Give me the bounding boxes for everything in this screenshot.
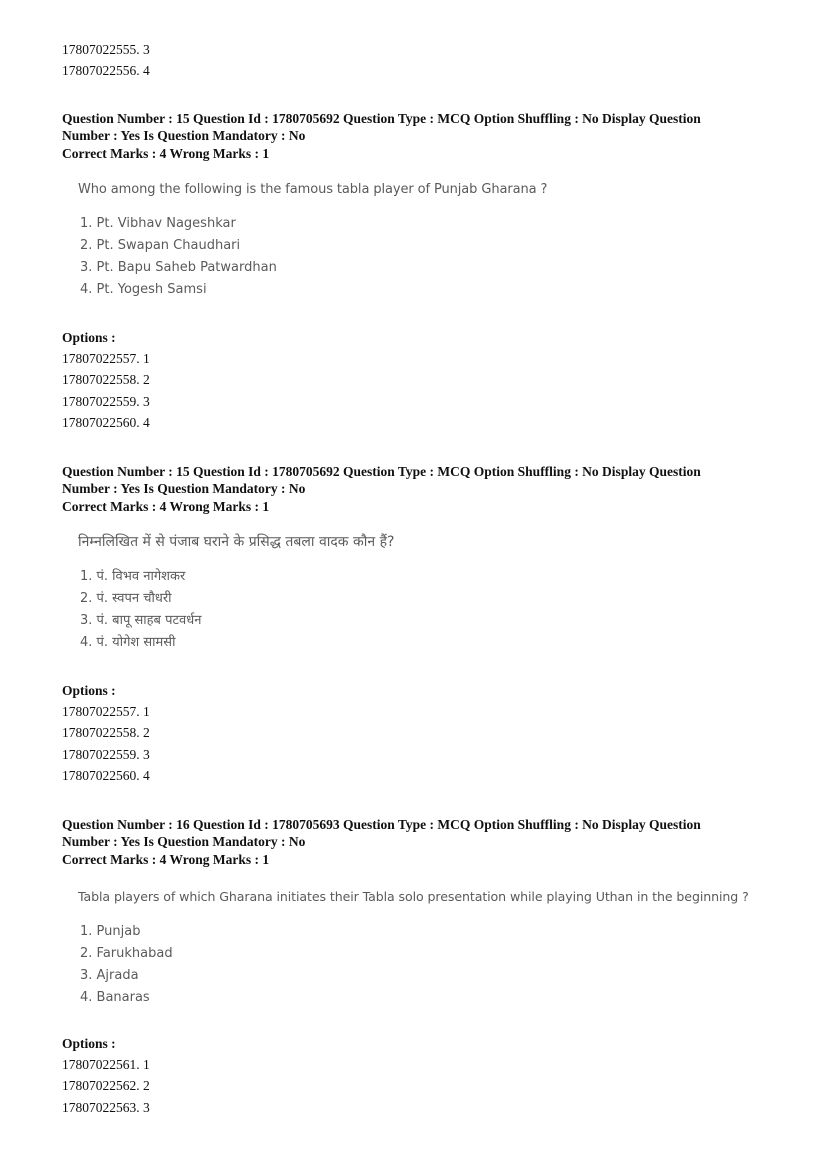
choice-item: 4. पं. योगेश सामसी — [80, 635, 176, 650]
question-image — [78, 533, 394, 654]
option-line: 17807022557. 1 — [62, 351, 150, 366]
question-header-line2: Number : Yes Is Question Mandatory : No — [62, 481, 306, 496]
choice-item: 2. पं. स्वपन चौधरी — [80, 591, 172, 606]
options-label: Options : — [62, 330, 116, 345]
options-label: Options : — [62, 683, 116, 698]
choice-item: 2. Pt. Swapan Chaudhari — [80, 238, 241, 253]
question-header-line1: Question Number : 16 Question Id : 1780705693 Question Type : MCQ Option Shuffling : No Display Question — [62, 817, 701, 832]
option-line: 17807022557. 1 — [62, 704, 150, 719]
question-header-line2: Number : Yes Is Question Mandatory : No — [62, 834, 306, 849]
choice-item: 3. Ajrada — [80, 968, 139, 983]
option-line: 17807022560. 4 — [62, 415, 150, 430]
option-line: 17807022559. 3 — [62, 394, 150, 409]
choice-item: 4. Banaras — [80, 990, 150, 1005]
question-image — [78, 888, 749, 1009]
question-text: निम्नलिखित में से पंजाब घराने के प्रसिद्ध तबला वादक कौन हैं? — [78, 534, 395, 550]
choice-item: 1. Punjab — [80, 924, 141, 939]
question-image — [78, 181, 547, 301]
option-line: 17807022562. 2 — [62, 1078, 150, 1093]
question-header-line2: Number : Yes Is Question Mandatory : No — [62, 128, 306, 143]
option-line: 17807022558. 2 — [62, 725, 150, 740]
choice-item: 3. Pt. Bapu Saheb Patwardhan — [80, 260, 277, 275]
option-line: 17807022559. 3 — [62, 747, 150, 762]
question-header — [62, 110, 762, 144]
choice-item: 2. Farukhabad — [80, 946, 173, 961]
choice-item: 1. पं. विभव नागेशकर — [80, 569, 186, 584]
option-line: 17807022560. 4 — [62, 768, 150, 783]
option-line: 17807022561. 1 — [62, 1057, 150, 1072]
marks-line: Correct Marks : 4 Wrong Marks : 1 — [62, 852, 270, 867]
marks-line: Correct Marks : 4 Wrong Marks : 1 — [62, 146, 270, 161]
question-text: Who among the following is the famous tabla player of Punjab Gharana ? — [78, 182, 548, 197]
question-header — [62, 463, 762, 497]
option-line: 17807022563. 3 — [62, 1100, 150, 1115]
question-header — [62, 816, 762, 850]
choice-item: 3. पं. बापू साहब पटवर्धन — [80, 613, 202, 628]
option-line: 17807022555. 3 — [62, 42, 150, 57]
options-label: Options : — [62, 1036, 116, 1051]
question-text: Tabla players of which Gharana initiates their Tabla solo presentation while playing Uthan in the beginning ? — [78, 889, 749, 904]
question-header-line1: Question Number : 15 Question Id : 1780705692 Question Type : MCQ Option Shuffling : No Display Question — [62, 111, 701, 126]
marks-line: Correct Marks : 4 Wrong Marks : 1 — [62, 499, 270, 514]
question-header-line1: Question Number : 15 Question Id : 1780705692 Question Type : MCQ Option Shuffling : No Display Question — [62, 464, 701, 479]
option-line: 17807022556. 4 — [62, 63, 150, 78]
choice-item: 1. Pt. Vibhav Nageshkar — [80, 216, 236, 231]
choice-item: 4. Pt. Yogesh Samsi — [80, 282, 207, 297]
option-line: 17807022558. 2 — [62, 372, 150, 387]
